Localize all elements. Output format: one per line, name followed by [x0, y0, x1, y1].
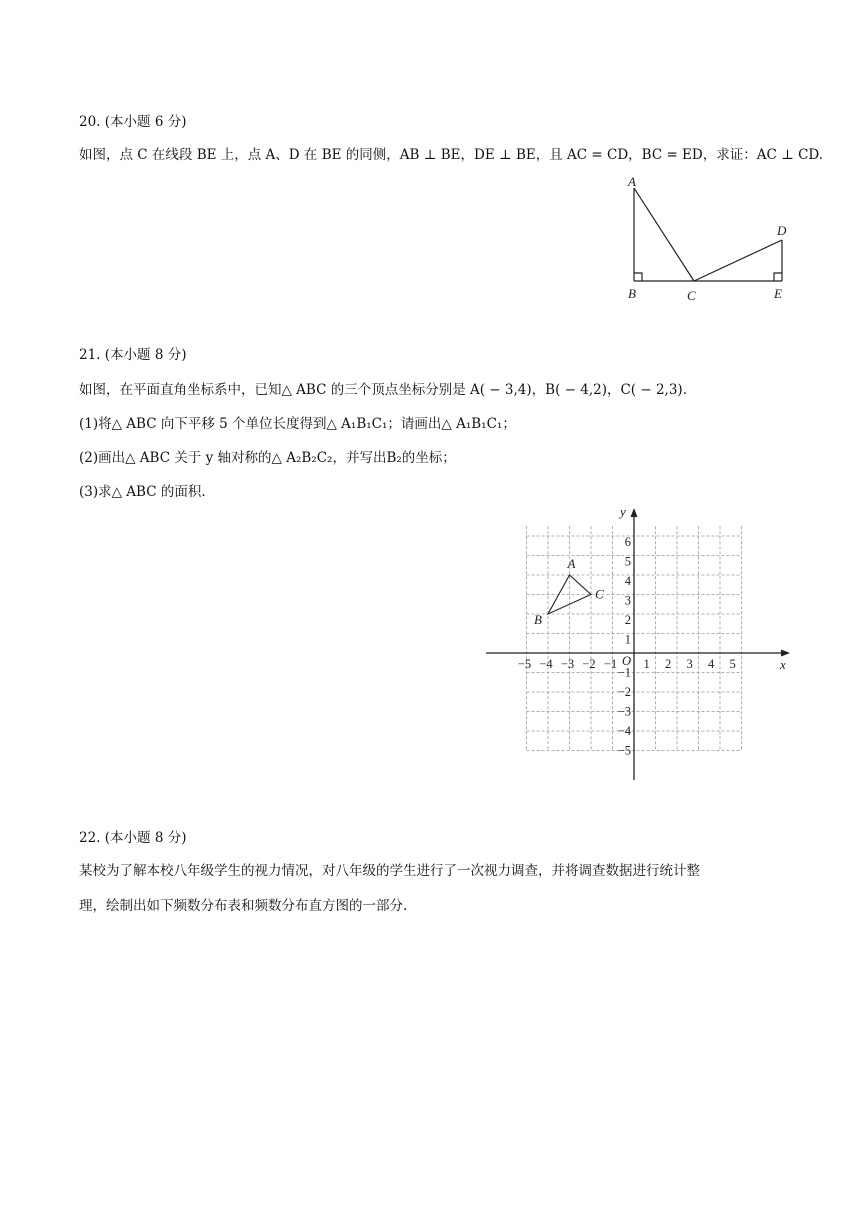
y-tick-label: −3	[617, 704, 631, 719]
label-c: C	[687, 288, 696, 303]
x-axis-label: x	[780, 657, 786, 672]
q20-text: 如图，点 C 在线段 BE 上，点 A、D 在 BE 的同侧，AB ⊥ BE，DE ⊥ BE，且 AC = CD，BC = ED，求证：AC ⊥ CD.	[79, 147, 824, 163]
y-tick-label: 5	[624, 554, 631, 569]
coordinate-grid-figure	[480, 500, 800, 790]
q21-part2: (2)画出△ ABC 关于 y 轴对称的△ A₂B₂C₂，并写出B₂的坐标；	[79, 450, 456, 466]
q20-heading: 20. (本小题 6 分)	[79, 114, 187, 130]
q20-figure	[620, 170, 800, 310]
x-tick-label: 3	[686, 657, 693, 671]
x-tick-label: −1	[603, 657, 618, 671]
q22-heading: 22. (本小题 8 分)	[79, 830, 187, 846]
q22-text-line1: 某校为了解本校八年级学生的视力情况，对八年级的学生进行了一次视力调查，并将调查数据进行统计整	[79, 863, 700, 879]
y-axis-label: y	[620, 504, 626, 519]
origin-label: O	[622, 654, 632, 668]
vertex-label-b: B	[534, 612, 542, 627]
segment-ac	[634, 188, 694, 281]
x-tick-label: 4	[708, 657, 715, 671]
x-tick-label: 5	[729, 657, 736, 671]
right-angle-e	[774, 273, 782, 281]
q22-text-line2: 理，绘制出如下频数分布表和频数分布直方图的一部分.	[79, 898, 408, 914]
vertex-label-c: C	[595, 586, 604, 602]
q21-part1: (1)将△ ABC 向下平移 5 个单位长度得到△ A₁B₁C₁；请画出△ A₁B₁C₁；	[79, 416, 516, 432]
vertex-label-a: A	[567, 556, 576, 571]
y-tick-label: −2	[617, 685, 631, 699]
right-angle-b	[634, 273, 642, 281]
x-tick-label: −4	[539, 657, 553, 671]
q21-intro: 如图，在平面直角坐标系中，已知△ ABC 的三个顶点坐标分别是 A( − 3,4)，B( − 4,2)，C( − 2,3).	[79, 382, 687, 398]
label-a: A	[628, 174, 636, 189]
y-tick-label: 4	[624, 574, 631, 588]
y-tick-label: 6	[624, 535, 631, 549]
q21-heading: 21. (本小题 8 分)	[79, 347, 187, 363]
y-tick-label: 1	[624, 632, 631, 647]
y-axis-arrow	[631, 508, 638, 517]
y-tick-label: −5	[617, 743, 631, 758]
q21-part3: (3)求△ ABC 的面积.	[79, 484, 206, 500]
y-tick-label: 3	[624, 593, 631, 608]
segment-cd	[694, 240, 782, 281]
label-d: D	[777, 223, 787, 238]
x-tick-label: 1	[643, 657, 650, 671]
x-tick-label: −5	[517, 657, 532, 671]
y-tick-label: −4	[617, 724, 631, 738]
y-tick-label: −1	[617, 665, 631, 680]
x-tick-label: −3	[560, 657, 575, 671]
x-axis-arrow	[781, 650, 790, 657]
x-tick-label: −2	[582, 657, 596, 671]
label-e: E	[774, 286, 782, 301]
x-tick-label: 2	[665, 657, 672, 671]
y-tick-label: 2	[624, 613, 631, 627]
label-b: B	[628, 286, 636, 301]
